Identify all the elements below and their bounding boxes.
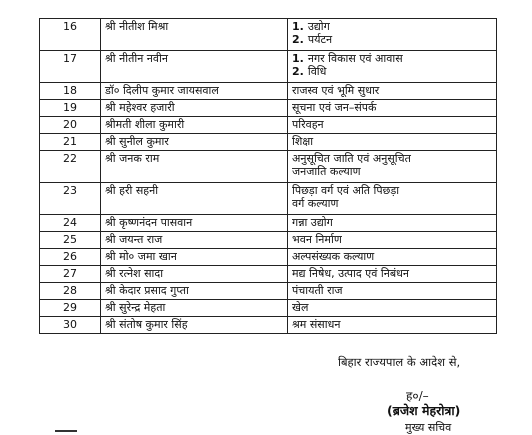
governor-order-text: बिहार राज्यपाल के आदेश से, xyxy=(338,355,461,369)
minister-name-cell: श्री संतोष कुमार सिंह xyxy=(101,317,288,334)
department-name: परिवहन xyxy=(292,118,324,131)
department-line xyxy=(292,33,492,46)
serial-number-cell: 22 xyxy=(40,151,101,183)
serial-number-cell: 28 xyxy=(40,283,101,300)
table-row xyxy=(40,215,497,232)
department-cell xyxy=(288,134,497,151)
department-line xyxy=(292,197,492,210)
department-number: 1. xyxy=(292,52,304,65)
minister-name-cell: श्री महेश्वर हजारी xyxy=(101,100,288,117)
department-line xyxy=(292,84,492,97)
department-name: उद्योग xyxy=(307,20,330,33)
minister-name-cell: श्री नीतीश मिश्रा xyxy=(101,19,288,51)
department-line xyxy=(292,65,492,78)
department-name: अल्पसंख्यक कल्याण xyxy=(292,250,375,263)
department-cell xyxy=(288,83,497,100)
signature-mark: ह०/– xyxy=(406,389,429,403)
department-name: श्रम संसाधन xyxy=(292,318,341,331)
department-name: सूचना एवं जन–संपर्क xyxy=(292,101,377,114)
department-line xyxy=(292,301,492,314)
department-number: 1. xyxy=(292,20,304,33)
department-cell xyxy=(288,266,497,283)
table-row xyxy=(40,300,497,317)
department-name: पंचायती राज xyxy=(292,284,343,297)
serial-number-cell: 17 xyxy=(40,51,101,83)
department-number: 2. xyxy=(292,65,304,78)
department-cell xyxy=(288,215,497,232)
serial-number-cell: 25 xyxy=(40,232,101,249)
table-row xyxy=(40,83,497,100)
department-cell xyxy=(288,300,497,317)
department-name: जनजाति कल्याण xyxy=(292,165,361,178)
minister-name-cell: श्री नीतीन नवीन xyxy=(101,51,288,83)
department-cell xyxy=(288,151,497,183)
table-row xyxy=(40,19,497,51)
minister-name-cell: श्री सुरेन्द्र मेहता xyxy=(101,300,288,317)
table-row xyxy=(40,266,497,283)
table-row xyxy=(40,117,497,134)
department-line xyxy=(292,284,492,297)
department-cell xyxy=(288,117,497,134)
serial-number-cell: 27 xyxy=(40,266,101,283)
minister-name-cell: श्री रत्नेश सादा xyxy=(101,266,288,283)
department-cell xyxy=(288,232,497,249)
minister-name-cell: श्री जयन्त राज xyxy=(101,232,288,249)
serial-number-cell: 16 xyxy=(40,19,101,51)
department-name: विधि xyxy=(307,65,327,78)
minister-name-cell: श्री जनक राम xyxy=(101,151,288,183)
department-line xyxy=(292,152,492,165)
department-name: नगर विकास एवं आवास xyxy=(307,52,403,65)
department-line xyxy=(292,52,492,65)
serial-number-cell: 24 xyxy=(40,215,101,232)
department-cell xyxy=(288,183,497,215)
department-cell xyxy=(288,19,497,51)
serial-number-cell: 19 xyxy=(40,100,101,117)
department-line xyxy=(292,318,492,331)
table-row xyxy=(40,51,497,83)
table-row xyxy=(40,232,497,249)
department-name: खेल xyxy=(292,301,309,314)
minister-name-cell: श्री सुनील कुमार xyxy=(101,134,288,151)
minister-name-cell: श्री मो० जमा खान xyxy=(101,249,288,266)
table-row xyxy=(40,183,497,215)
department-name: अनुसूचित जाति एवं अनुसूचित xyxy=(292,152,411,165)
serial-number-cell: 26 xyxy=(40,249,101,266)
department-name: भवन निर्माण xyxy=(292,233,342,246)
table-row xyxy=(40,249,497,266)
department-line xyxy=(292,184,492,197)
table-row xyxy=(40,317,497,334)
minister-name-cell: श्री हरी सहनी xyxy=(101,183,288,215)
minister-name-cell: श्री केदार प्रसाद गुप्ता xyxy=(101,283,288,300)
minister-name-cell: श्री कृष्णनंदन पासवान xyxy=(101,215,288,232)
department-name: पिछड़ा वर्ग एवं अति पिछड़ा xyxy=(292,184,400,197)
serial-number-cell: 23 xyxy=(40,183,101,215)
department-name: गन्ना उद्योग xyxy=(292,216,333,229)
department-line xyxy=(292,135,492,148)
serial-number-cell: 29 xyxy=(40,300,101,317)
department-line xyxy=(292,216,492,229)
serial-number-cell: 30 xyxy=(40,317,101,334)
department-line xyxy=(292,267,492,280)
department-line xyxy=(292,101,492,114)
officer-title: मुख्य सचिव xyxy=(405,421,452,434)
serial-number-cell: 21 xyxy=(40,134,101,151)
department-line xyxy=(292,165,492,178)
department-line xyxy=(292,250,492,263)
department-number: 2. xyxy=(292,33,304,46)
table-row xyxy=(40,151,497,183)
department-line xyxy=(292,20,492,33)
serial-number-cell: 20 xyxy=(40,117,101,134)
page-mark xyxy=(55,430,77,432)
serial-number-cell: 18 xyxy=(40,83,101,100)
table-body xyxy=(40,19,497,334)
department-cell xyxy=(288,283,497,300)
officer-name: (ब्रजेश मेहरोत्रा) xyxy=(387,403,461,418)
table-row xyxy=(40,134,497,151)
minister-name-cell: डॉ० दिलीप कुमार जायसवाल xyxy=(101,83,288,100)
department-line xyxy=(292,118,492,131)
department-cell xyxy=(288,317,497,334)
department-cell xyxy=(288,51,497,83)
department-name: राजस्व एवं भूमि सुधार xyxy=(292,84,380,97)
department-name: मद्य निषेध, उत्पाद एवं निबंधन xyxy=(292,267,409,280)
department-name: वर्ग कल्याण xyxy=(292,197,339,210)
department-cell xyxy=(288,100,497,117)
table-row xyxy=(40,100,497,117)
department-name: पर्यटन xyxy=(307,33,333,46)
table-row xyxy=(40,283,497,300)
department-name: शिक्षा xyxy=(292,135,314,148)
department-line xyxy=(292,233,492,246)
department-cell xyxy=(288,249,497,266)
minister-name-cell: श्रीमती शीला कुमारी xyxy=(101,117,288,134)
minister-department-table xyxy=(39,18,497,334)
